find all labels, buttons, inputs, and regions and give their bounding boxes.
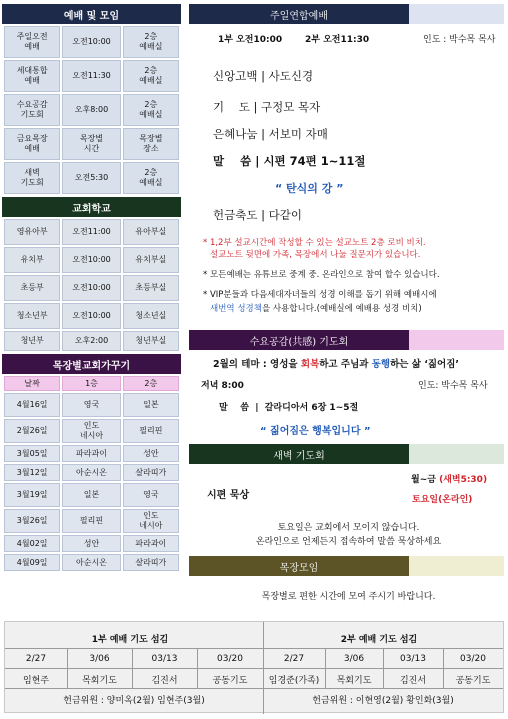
notice-youtube: * 모든예배는 유튜브로 중계 중. 온라인으로 참여 할수 있습니다.: [203, 270, 440, 280]
table-cell: 초등부: [4, 275, 60, 301]
table-cell: 오후2:00: [62, 331, 120, 351]
dawn-note-1: 토요일은 교회에서 모이지 않습니다.: [277, 523, 420, 533]
table-cell: 3월19일: [4, 483, 60, 507]
prayer-line: 기 도 | 구정모 목자: [213, 100, 321, 114]
table-cell: 오전10:00: [62, 303, 120, 329]
table-cell: 3/06: [343, 654, 365, 664]
table-row: [4, 26, 179, 58]
table-cell: 날짜: [4, 376, 60, 391]
sunday-time-first: 1부 오전10:00: [218, 35, 283, 45]
sunday-sermon-title: “ 탄식의 강 ”: [275, 182, 344, 195]
table-cell: 오전5:30: [62, 162, 120, 194]
table-cell: 목장별 장소: [123, 128, 179, 160]
table-cell: 주일오전 예배: [4, 26, 60, 58]
wednesday-word-line: 말 씀 | 갈라디아서 6장 1~5절: [219, 403, 359, 413]
table-cell: 오전10:00: [62, 275, 120, 301]
table-cell: 오전11:00: [62, 219, 120, 245]
dawn-note-2: 온라인으로 언제든지 접속하여 말씀 묵상하세요: [255, 537, 442, 547]
cell-meeting-content: 목장별로 편한 시간에 모여 주시기 바랍니다.: [261, 592, 436, 602]
table-row: [4, 60, 179, 92]
table-cell: 인도 네시아: [62, 419, 120, 443]
table-cell: 세대통합 예배: [4, 60, 60, 92]
notice-sermon-note-2: 설교노트 뒷면에 가족, 목장에서 나눌 질문지가 있습니다.: [210, 250, 421, 260]
cell-meeting-bar: [189, 556, 504, 576]
table-cell: 목장별 시간: [62, 128, 120, 160]
sunday-time-second: 2부 오전11:30: [305, 35, 370, 45]
table-cell: 필리핀: [62, 509, 120, 533]
table-cell: 살라띠가: [123, 464, 179, 481]
table-cell: 2층: [123, 376, 179, 391]
wednesday-leader: 인도: 박수목 목사: [418, 381, 488, 391]
table-row: [4, 162, 179, 194]
table-row: [4, 275, 179, 301]
table-cell: 공동기도: [212, 675, 248, 686]
table-cell: 청년부실: [123, 331, 179, 351]
cell-meeting-title: 목장모임: [189, 556, 409, 576]
table-cell: 목회기도: [82, 675, 117, 686]
table-cell: 수요공감 기도회: [4, 94, 60, 126]
table-cell: 3월26일: [4, 509, 60, 533]
wednesday-prayer-title: 수요공감(共感) 기도회: [189, 330, 409, 350]
table-cell: 임현주: [22, 675, 50, 686]
table-cell: 2월26일: [4, 419, 60, 443]
table-cell: 목회기도: [336, 675, 372, 686]
table-cell: 2층 예배실: [123, 94, 179, 126]
church-school-table: [2, 217, 181, 353]
table-cell: 인도 네시아: [123, 509, 179, 533]
table-cell: 4월09일: [4, 554, 60, 571]
table-row: [4, 419, 179, 443]
table-row: [4, 303, 179, 329]
sunday-worship-title: 주일연합예배: [189, 4, 409, 24]
table-cell: 2층 예배실: [123, 60, 179, 92]
table-row: [4, 445, 179, 462]
table-cell: 임경준(가족): [268, 675, 320, 686]
table-cell: 1층: [62, 376, 120, 391]
table-cell: 03/13: [400, 654, 426, 664]
table-cell: 성안: [62, 535, 120, 552]
table-cell: 영국: [62, 393, 120, 417]
second-offering: 헌금위원 : 이현영(2월) 황인화(3월): [312, 695, 454, 706]
table-cell: 오후8:00: [62, 94, 120, 126]
first-serve-title: 1부 예배 기도 섬김: [91, 634, 169, 645]
table-cell: 4월16일: [4, 393, 60, 417]
notice-bible: * VIP분들과 다음세대자녀들의 성경 이해를 돕기 위해 예배시에: [203, 290, 437, 300]
wednesday-sermon-title: “ 짊어짐은 행복입니다 ”: [260, 426, 371, 437]
table-row: [4, 393, 179, 417]
notice-bible-2: 새번역 성경책을 사용합니다.(예배실에 예배용 성경 비치): [210, 304, 422, 314]
table-cell: 유치부실: [123, 247, 179, 273]
table-cell: 초등부실: [123, 275, 179, 301]
wednesday-prayer-bar: [189, 330, 504, 350]
table-cell: 공동기도: [455, 675, 491, 686]
cell-prayer-header: 목장별교회가꾸기: [2, 354, 181, 374]
dawn-prayer-title: 새벽 기도회: [189, 444, 409, 464]
table-cell: 청소년실: [123, 303, 179, 329]
table-cell: 새벽 기도회: [4, 162, 60, 194]
table-cell: 03/20: [460, 654, 486, 664]
table-cell: 유아부실: [123, 219, 179, 245]
table-cell: 청년부: [4, 331, 60, 351]
table-cell: 금요목장 예배: [4, 128, 60, 160]
table-cell: 2층 예배실: [123, 162, 179, 194]
table-cell: 오전10:00: [62, 247, 120, 273]
table-cell: 3월05일: [4, 445, 60, 462]
sunday-worship-bar: [189, 4, 504, 24]
table-cell: 김진서: [399, 675, 427, 686]
table-row: [4, 464, 179, 481]
table-row: [4, 94, 179, 126]
wednesday-time: 저녁 8:00: [201, 381, 244, 391]
worship-meetings-table: [2, 24, 181, 196]
table-cell: 영국: [123, 483, 179, 507]
table-cell: 아순시온: [62, 464, 120, 481]
table-cell: 김진서: [151, 675, 178, 686]
table-cell: 성안: [123, 445, 179, 462]
table-row: [4, 128, 179, 160]
offering-line: 헌금축도 | 다같이: [213, 208, 302, 222]
grace-line: 은혜나눔 | 서보미 자매: [213, 127, 328, 141]
table-cell: 살라띠가: [123, 554, 179, 571]
table-cell: 일본: [62, 483, 120, 507]
church-school-header: 교회학교: [2, 197, 181, 217]
dawn-weekday: 월~금 (새벽5:30): [411, 475, 488, 485]
notice-sermon-note: * 1,2부 설교시간에 작성할 수 있는 설교노트 2층 로비 비치.: [203, 238, 426, 248]
sunday-word-line: 말 씀 | 시편 74편 1~11절: [213, 154, 366, 168]
table-cell: 2/27: [25, 654, 47, 664]
table-cell: 파라과이: [123, 535, 179, 552]
table-cell: 파라과이: [62, 445, 120, 462]
table-cell: 유치부: [4, 247, 60, 273]
table-cell: 3/06: [89, 654, 110, 664]
table-row: [4, 483, 179, 507]
dawn-content: 시편 묵상: [207, 490, 250, 501]
table-cell: 03/13: [151, 654, 178, 664]
table-cell: 오전11:30: [62, 60, 120, 92]
table-cell: 아순시온: [62, 554, 120, 571]
table-cell: 03/20: [217, 654, 243, 664]
table-cell: 4월02일: [4, 535, 60, 552]
table-row: [4, 331, 179, 351]
table-cell: 일본: [123, 393, 179, 417]
table-cell: 2층 예배실: [123, 26, 179, 58]
table-cell: 필리핀: [123, 419, 179, 443]
wednesday-theme: 2월의 테마 : 영성을 회복하고 주님과 동행하는 삶 ‘짊어짐’: [213, 359, 460, 370]
left-column: [2, 4, 181, 573]
prayer-serve-table: [4, 621, 504, 713]
table-cell: 오전10:00: [62, 26, 120, 58]
table-row: [4, 219, 179, 245]
table-row: [4, 247, 179, 273]
table-cell: 2/27: [283, 654, 305, 664]
table-cell: 영유아부: [4, 219, 60, 245]
first-offering: 헌금위원 : 양미옥(2월) 임현주(3월): [63, 695, 205, 706]
table-row: [4, 554, 179, 571]
table-cell: 3월12일: [4, 464, 60, 481]
sunday-leader: 인도 : 박수목 목사: [423, 35, 496, 45]
worship-meetings-header: 예배 및 모임: [2, 4, 181, 24]
table-header-row: [4, 376, 179, 391]
dawn-saturday: 토요일(온라인): [412, 495, 473, 505]
table-cell: 청소년부: [4, 303, 60, 329]
dawn-prayer-bar: [189, 444, 504, 464]
creed-line: 신앙고백 | 사도신경: [213, 69, 314, 83]
second-serve-title: 2부 예배 기도 섬김: [340, 634, 418, 645]
